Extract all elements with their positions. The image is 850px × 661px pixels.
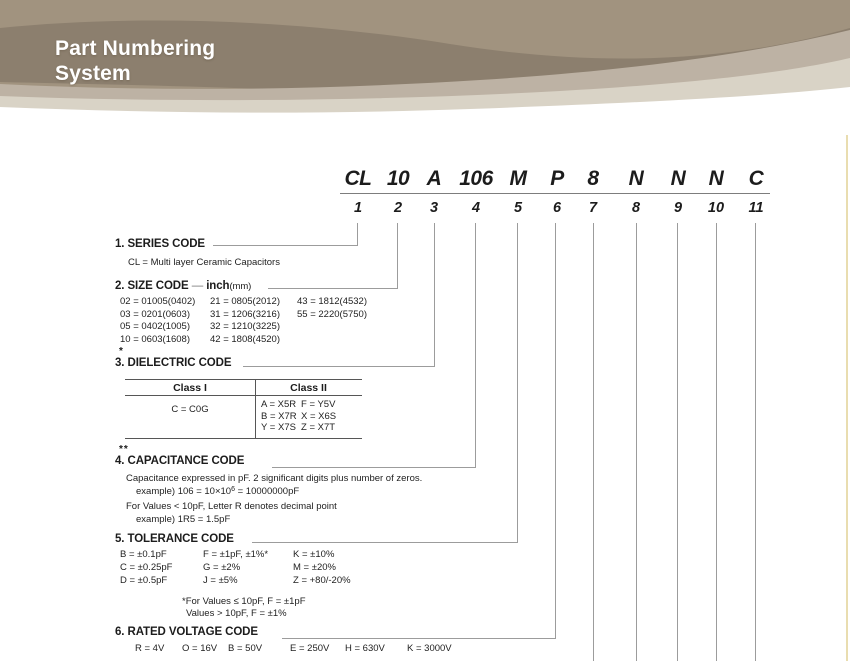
pn-segment-7: 8 [587,167,599,190]
voltage-entry: R = 4V [135,643,165,654]
tolerance-entry: B = ±0.1pF [120,549,167,560]
connector-hline-6 [282,638,556,639]
connector-vline-4 [475,223,476,468]
capacitance-marker: ** [119,444,129,455]
connector-hline-5 [252,542,518,543]
capacitance-example1: example) $106 = 10\times 10^6 = 10000000pF$ [136,485,300,497]
connector-vline-6 [555,223,556,639]
size-code-entry: 05 = 0402(1005) [120,321,190,332]
dielectric-class2-header: Class II [290,382,327,394]
dielectric-table-top-border [125,379,362,380]
pn-divider-rule [340,193,770,194]
pn-digit-5: 5 [513,200,523,216]
connector-vline-7 [593,223,594,661]
dielectric-class1-value: C = C0G [171,404,209,415]
voltage-entry: B = 50V [228,643,263,654]
pn-segment-11: C [748,167,764,190]
capacitance-code-title: 4. CAPACITANCE CODE [115,455,245,467]
voltage-code-title: 6. RATED VOLTAGE CODE [115,626,258,638]
dielectric-class2-row: B = X7R X = X6S [261,410,337,422]
pn-segment-4: 106 [459,167,493,190]
pn-segment-9: N [670,167,686,190]
connector-vline-3 [434,223,435,367]
connector-hline-4 [272,467,476,468]
size-code-entry: 32 = 1210(3225) [210,321,280,332]
size-code-column-1 [120,296,195,346]
tolerance-note-2: Values > 10pF, F = ±1% [186,608,287,619]
dielectric-class1-header: Class I [173,382,207,394]
tolerance-column-3 [293,548,351,587]
pn-digit-9: 9 [673,200,683,216]
series-code-title: 1. SERIES CODE [115,238,205,250]
pn-segment-6: P [550,167,564,190]
tolerance-column-2 [203,548,268,587]
pn-segment-8: N [628,167,644,190]
pn-segment-3: A [426,167,442,190]
size-code-unit-mm: (mm) [229,281,252,292]
series-code-note: CL = Multi layer Ceramic Capacitors [128,257,280,268]
page-edge-line [846,135,848,661]
voltage-entry: O = 16V [182,643,218,654]
pn-digit-8: 8 [631,200,641,216]
dielectric-table-bottom-border [125,438,362,439]
capacitance-desc-line1: Capacitance expressed in pF. 2 significant digits plus number of zeros. [126,473,423,484]
dielectric-class2-values [261,399,336,434]
voltage-entry: K = 3000V [407,643,452,654]
size-code-entry: 10 = 0603(1608) [120,333,190,345]
size-code-entry: 21 = 0805(2012) [210,296,280,307]
tolerance-entry: J = ±5% [203,575,238,586]
pn-digit-11: 11 [748,200,764,216]
size-code-unit: inch [206,280,230,292]
tolerance-column-1 [120,548,172,587]
page-title-line1: Part Numbering [55,37,216,60]
connector-vline-11 [755,223,756,661]
size-code-entry: 02 = 01005(0402) [120,296,196,307]
pn-segment-2: 10 [386,167,410,190]
pn-segment-1: CL [344,167,372,190]
tolerance-entry: Z = +80/-20% [293,575,351,586]
size-code-entry: 43 = 1812(4532) [297,296,367,307]
connector-hline-1 [213,245,358,246]
size-code-dash: — [191,280,204,292]
tolerance-entry: G = ±2% [203,562,241,573]
connector-vline-5 [517,223,518,543]
pn-segment-10: N [708,167,724,190]
dielectric-code-title: 3. DIELECTRIC CODE [115,357,232,369]
connector-vline-9 [677,223,678,661]
connector-vline-1 [357,223,358,246]
connector-vline-8 [636,223,637,661]
capacitance-desc-line2: For Values < 10pF, Letter R denotes decimal point [126,501,337,512]
pn-segment-5: M [509,167,527,190]
tolerance-note-1: *For Values ≤ 10pF, F = ±1pF [182,596,306,607]
voltage-entry: E = 250V [290,643,330,654]
pn-digit-10: 10 [707,200,725,216]
size-code-column-2 [210,296,280,346]
tolerance-code-title: 5. TOLERANCE CODE [115,533,234,545]
size-code-entry: 03 = 0201(0603) [120,308,190,320]
dielectric-marker: * [119,346,124,357]
capacitance-example2: example) 1R5 = 1.5pF [136,514,231,525]
header-banner [0,0,850,126]
size-code-title [115,280,251,292]
size-code-title-text: 2. SIZE CODE [115,280,189,292]
pn-digit-4: 4 [471,200,481,216]
pn-digit-3: 3 [429,200,439,216]
pn-digit-1: 1 [353,200,363,216]
voltage-entry: H = 630V [345,643,385,654]
size-code-entry: 42 = 1808(4520) [210,333,280,345]
connector-vline-10 [716,223,717,661]
dielectric-class2-row: A = X5R F = Y5V [261,399,336,410]
connector-hline-2 [268,288,398,289]
size-code-column-3 [297,296,367,321]
pn-digit-6: 6 [552,200,562,216]
dielectric-table-header-border [125,395,362,396]
connector-hline-3 [243,366,435,367]
tolerance-entry: K = ±10% [293,549,335,560]
connector-vline-2 [397,223,398,289]
size-code-entry: 55 = 2220(5750) [297,308,367,320]
tolerance-entry: D = ±0.5pF [120,575,168,586]
dielectric-class2-row: Y = X7S Z = X7T [261,422,336,433]
size-code-entry: 31 = 1206(3216) [210,308,280,320]
pn-digit-2: 2 [393,200,403,216]
tolerance-entry: F = ±1pF, ±1%* [203,549,269,560]
tolerance-entry: M = ±20% [293,562,336,573]
page-title-line2: System [55,62,131,85]
pn-digit-7: 7 [588,200,598,216]
exponent: 6 [231,485,235,493]
page-title [55,36,215,86]
tolerance-entry: C = ±0.25pF [120,562,173,573]
